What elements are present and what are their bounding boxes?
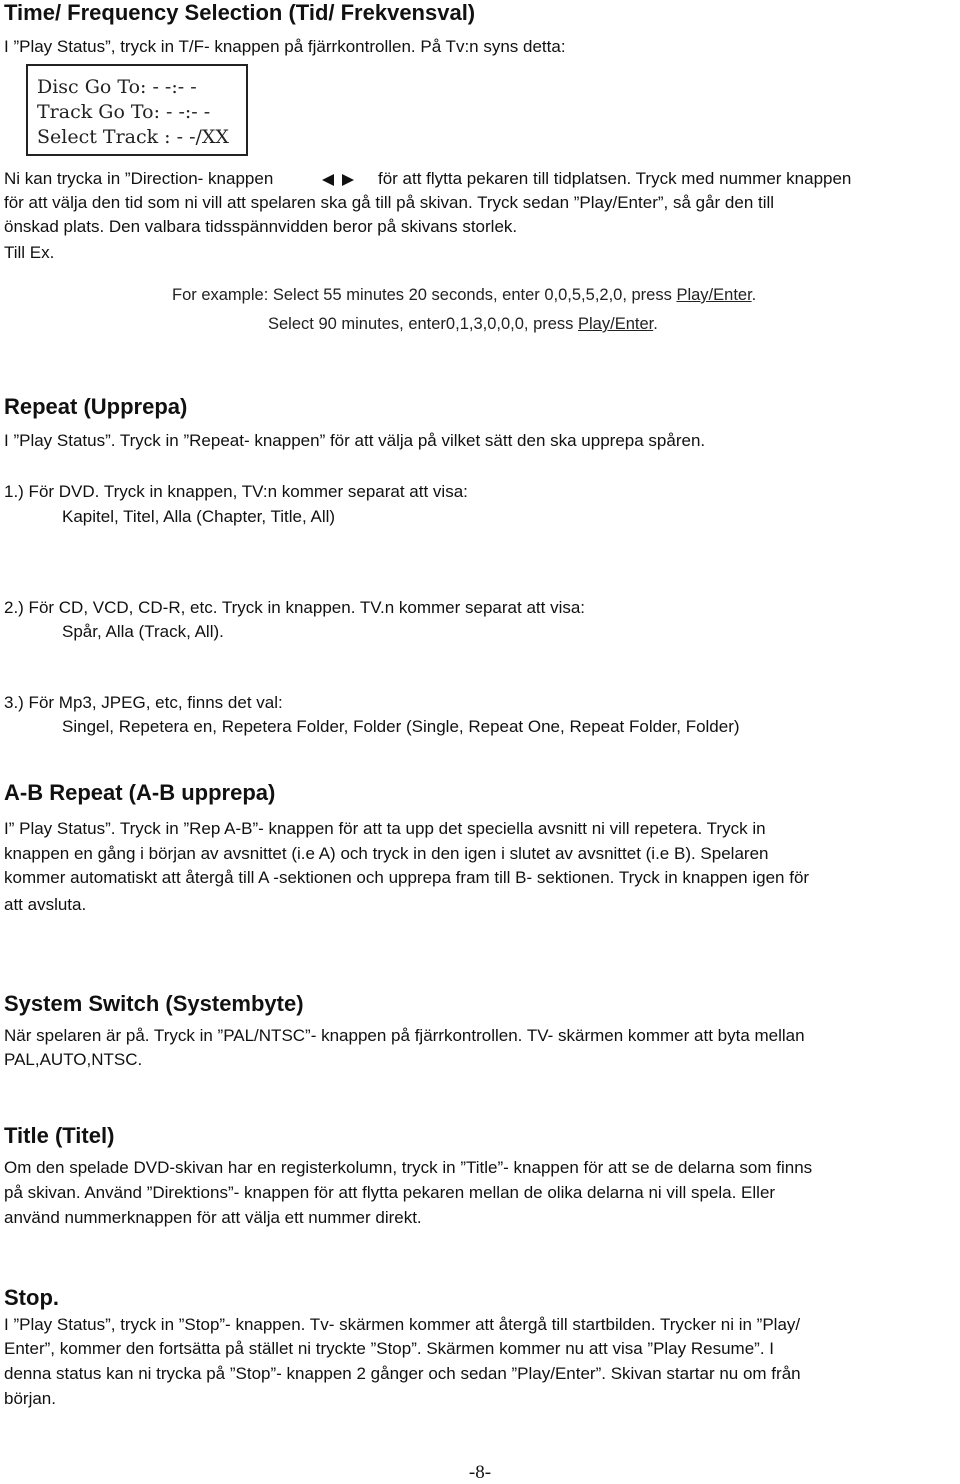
title-line: på skivan. Använd ”Direktions”- knappen för att flytta pekaren mellan de olika delarna ni vill spela. Eller [4, 1183, 776, 1202]
title-line: Om den spelade DVD-skivan har en registerkolumn, tryck in ”Title”- knappen för att se de delarna som finns [4, 1158, 813, 1177]
system-switch-line: PAL,AUTO,NTSC. [4, 1050, 143, 1069]
time-frequency-intro: I ”Play Status”, tryck in T/F- knappen på fjärrkontrollen. På Tv:n syns detta: [4, 37, 566, 56]
time-frequency-para-4: Till Ex. [4, 243, 55, 262]
section-heading-system-switch: System Switch (Systembyte) [4, 991, 304, 1016]
section-heading-ab-repeat: A-B Repeat (A-B upprepa) [4, 780, 276, 805]
example-line-1 [172, 286, 756, 305]
example-line-2 [268, 315, 658, 334]
time-frequency-para-1a: Ni kan trycka in ”Direction- knappen [4, 169, 274, 188]
time-frequency-para-2: för att välja den tid som ni vill att spelaren ska gå till på skivan. Tryck sedan ”Play/Enter”, så går den till [4, 193, 775, 212]
left-right-arrow-icon [320, 171, 356, 189]
stop-line: denna status kan ni trycka på ”Stop”- knappen 2 gånger och sedan ”Play/Enter”. Skivan startar nu om från [4, 1364, 801, 1383]
title-line: använd nummerknappen för att välja ett nummer direkt. [4, 1208, 422, 1227]
repeat-cd-options: Spår, Alla (Track, All). [62, 622, 224, 641]
repeat-dvd-options: Kapitel, Titel, Alla (Chapter, Title, All) [62, 507, 336, 526]
example-end: . [653, 315, 658, 333]
tv-display-line: Select Track : - -/XX [37, 126, 229, 148]
section-heading-stop: Stop. [4, 1285, 59, 1310]
ab-repeat-line: att avsluta. [4, 895, 87, 914]
time-frequency-para-3: önskad plats. Den valbara tidsspännvidden beror på skivans storlek. [4, 217, 518, 236]
section-heading-time-frequency: Time/ Frequency Selection (Tid/ Frekvensval) [4, 0, 476, 25]
repeat-intro: I ”Play Status”. Tryck in ”Repeat- knappen” för att välja på vilket sätt den ska upprepa spåren. [4, 431, 706, 450]
time-frequency-para-1b: för att flytta pekaren till tidplatsen. Tryck med nummer knappen [378, 169, 852, 188]
stop-line: början. [4, 1389, 56, 1408]
play-enter-link: Play/Enter [578, 315, 654, 333]
example-text: Select 90 minutes, enter0,1,3,0,0,0, press [268, 315, 579, 333]
tv-display-box [26, 64, 248, 156]
section-heading-title: Title (Titel) [4, 1123, 115, 1148]
tv-display-line: Track Go To: - -:- - [37, 101, 211, 123]
play-enter-link: Play/Enter [676, 286, 752, 304]
example-text: For example: Select 55 minutes 20 seconds, enter 0,0,5,5,2,0, press [172, 286, 677, 304]
repeat-mp3-options: Singel, Repetera en, Repetera Folder, Folder (Single, Repeat One, Repeat Folder, Folder) [62, 717, 740, 736]
ab-repeat-line: I” Play Status”. Tryck in ”Rep A-B”- knappen för att ta upp det speciella avsnitt ni vill repetera. Tryck in [4, 819, 766, 838]
section-heading-repeat: Repeat (Upprepa) [4, 394, 188, 419]
ab-repeat-line: knappen en gång i början av avsnittet (i.e A) och tryck in den igen i slutet av avsnittet (i.e B). Spelaren [4, 844, 769, 863]
page-number: -8- [468, 1462, 492, 1483]
repeat-cd: 2.) För CD, VCD, CD-R, etc. Tryck in knappen. TV.n kommer separat att visa: [4, 598, 586, 617]
stop-line: Enter”, kommer den fortsätta på stället ni tryckte ”Stop”. Skärmen kommer nu att visa ”Play Resume”. I [4, 1339, 774, 1358]
ab-repeat-line: kommer automatiskt att återgå till A -sektionen och upprepa fram till B- sektionen. Tryck in knappen igen för [4, 868, 810, 887]
stop-line: I ”Play Status”, tryck in ”Stop”- knappen. Tv- skärmen kommer att återgå till startbilden. Trycker ni in ”Play/ [4, 1315, 801, 1334]
repeat-dvd: 1.) För DVD. Tryck in knappen, TV:n kommer separat att visa: [4, 482, 468, 501]
repeat-mp3: 3.) För Mp3, JPEG, etc, finns det val: [4, 693, 283, 712]
example-end: . [751, 286, 757, 304]
system-switch-line: När spelaren är på. Tryck in ”PAL/NTSC”- knappen på fjärrkontrollen. TV- skärmen kommer att byta mellan [4, 1026, 805, 1045]
tv-display-line: Disc Go To: - -:- - [37, 76, 197, 98]
